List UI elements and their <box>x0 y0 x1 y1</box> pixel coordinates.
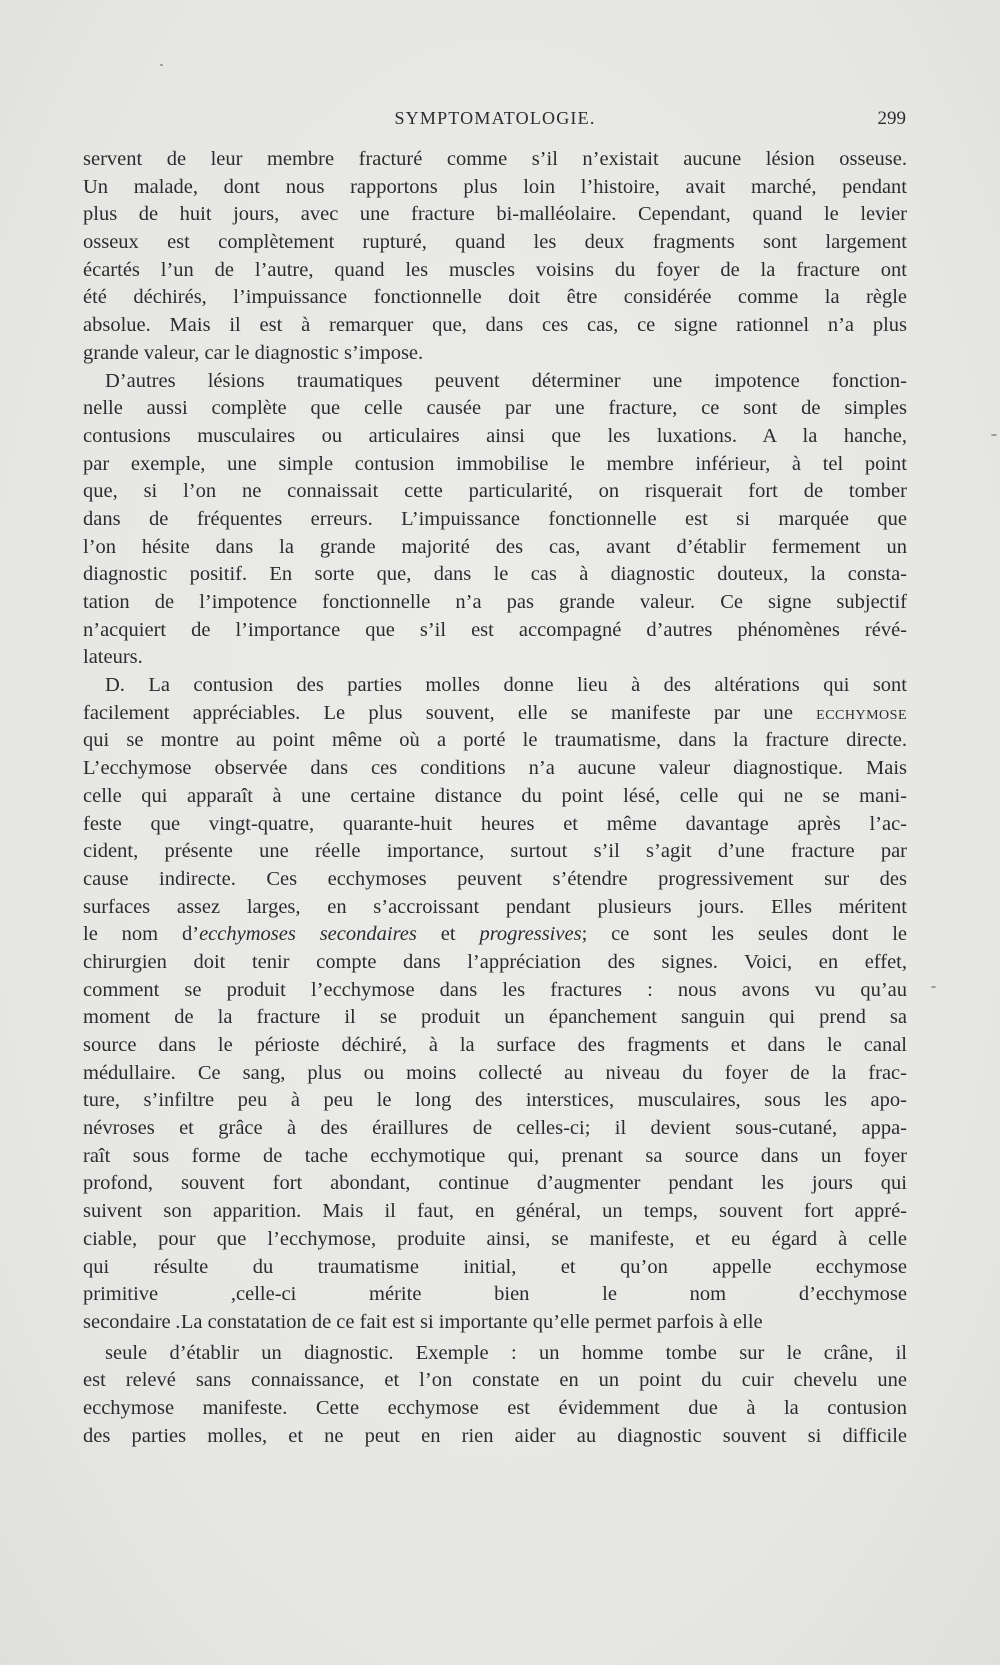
text-line: nelle aussi complète que celle causée par une fracture, ce sont de simples <box>83 397 907 420</box>
page-header <box>84 108 906 138</box>
text-line: L’ecchymose observée dans ces conditions n’a aucune valeur diagnostique. Mais <box>83 757 907 780</box>
text-line: raît sous forme de tache ecchymotique qui, prenant sa source dans un foyer <box>83 1144 907 1167</box>
italic-term: . <box>175 1310 181 1333</box>
paper-speck <box>160 64 163 66</box>
text-line: qui résulte du traumatisme initial, et qu’on appelle ecchymose <box>83 1255 907 1278</box>
text-line <box>83 1309 907 1337</box>
text-line: diagnostic positif. En sorte que, dans le cas à diagnostic douteux, la consta- <box>83 563 907 586</box>
text-line <box>83 1281 907 1309</box>
text-segment: secondaire <box>83 1310 171 1333</box>
text-line: des parties molles, et ne peut en rien aider au diagnostic souvent si difficile <box>83 1424 907 1447</box>
text-segment: le nom d’ <box>83 923 200 946</box>
small-caps-term: ecchymose <box>816 701 908 724</box>
text-line: celle qui apparaît à une certaine distance du point lésé, celle qui ne se mani- <box>83 784 907 807</box>
text-line: l’on hésite dans la grande majorité des cas, avant d’établir fermement un <box>83 535 907 558</box>
text-line: profond, souvent fort abondant, continue d’augmenter pendant les jours qui <box>83 1172 907 1195</box>
text-line: n’acquiert de l’importance que s’il est accompagné d’autres phénomènes révé- <box>83 618 907 641</box>
paper-speck <box>931 986 936 988</box>
page-number: 299 <box>877 108 906 129</box>
text-line: qui se montre au point même où a porté le traumatisme, dans la fracture directe. <box>83 729 907 752</box>
text-line <box>83 1450 907 1478</box>
text-line: surfaces assez larges, en s’accroissant pendant plusieurs jours. Elles méritent <box>83 895 907 918</box>
text-line: ciable, pour que l’ecchymose, produite ainsi, se manifeste, et eu égard à celle <box>83 1227 907 1250</box>
text-line: est relevé sans connaissance, et l’on constate en un point du cuir chevelu une <box>83 1369 907 1392</box>
body-text <box>83 146 907 1478</box>
text-line: médullaire. Ce sang, plus ou moins collecté au niveau du foyer de la frac- <box>83 1061 907 1084</box>
text-segment: primitive <box>83 1283 159 1306</box>
text-line: servent de leur membre fracturé comme s’il n’existait aucune lésion osseuse. <box>83 148 907 170</box>
text-line: feste que vingt-quatre, quarante-huit heures et même davantage après l’ac- <box>83 812 907 835</box>
italic-term: , <box>230 1283 237 1306</box>
text-segment: et <box>416 923 480 946</box>
text-segment: La constatation de ce fait est si importante qu’elle permet parfois à elle <box>180 1310 763 1333</box>
text-line: par exemple, une simple contusion immobilise le membre inférieur, à tel point <box>83 452 907 475</box>
text-line: que, si l’on ne connaissait cette particularité, on risquerait fort de tomber <box>83 480 907 503</box>
text-line: grande valeur, car le diagnostic s’impose. <box>83 341 424 364</box>
text-line <box>83 921 907 949</box>
text-line: cident, présente une réelle importance, surtout s’il s’agit d’une fracture par <box>83 840 907 863</box>
text-line: D’autres lésions traumatiques peuvent déterminer une impotence fonction- <box>105 369 907 392</box>
text-line: écartés l’un de l’autre, quand les muscles voisins du foyer de la fracture ont <box>83 258 907 281</box>
text-line: Un malade, dont nous rapportons plus loin l’histoire, avait marché, pendant <box>83 175 907 198</box>
italic-term: progressives <box>479 923 582 946</box>
text-segment: facilement appréciables. Le plus souvent, elle se manifeste par une <box>83 701 793 724</box>
text-line: source dans le périoste déchiré, à la surface des fragments et dans le canal <box>83 1034 907 1056</box>
text-line: suivent son apparition. Mais il faut, en général, un temps, souvent fort appré- <box>83 1200 907 1223</box>
running-title: SYMPTOMATOLOGIE. <box>394 108 596 128</box>
text-line: D. La contusion des parties molles donne lieu à des altérations qui sont <box>105 674 907 697</box>
text-segment: ; ce sont les seules dont le <box>581 923 907 946</box>
paper-speck <box>991 434 997 436</box>
text-line: lateurs. <box>83 646 143 669</box>
text-line: tation de l’impotence fonctionnelle n’a pas grande valeur. Ce signe subjectif <box>83 591 907 613</box>
text-line <box>83 700 907 728</box>
text-line: cause indirecte. Ces ecchymoses peuvent s’étendre progressivement sur des <box>83 867 907 890</box>
text-line: plus de huit jours, avec une fracture bi-malléolaire. Cependant, quand le levier <box>83 203 907 226</box>
text-line: ecchymose manifeste. Cette ecchymose est évidemment due à la contusion <box>83 1396 907 1419</box>
text-line: moment de la fracture il se produit un épanchement sanguin qui prend sa <box>83 1006 907 1029</box>
text-line: chirurgien doit tenir compte dans l’appréciation des signes. Voici, en effet, <box>83 950 907 973</box>
text-line: absolue. Mais il est à remarquer que, dans ces cas, ce signe rationnel n’a plus <box>83 314 907 337</box>
text-line: névroses et grâce à des éraillures de celles-ci; il devient sous-cutané, appa- <box>83 1117 907 1140</box>
text-segment: celle-ci mérite bien le nom d’ecchymose <box>236 1283 907 1306</box>
text-line: osseux est complètement rupturé, quand les deux fragments sont largement <box>83 231 907 254</box>
text-line: contusions musculaires ou articulaires ainsi que les luxations. A la hanche, <box>83 424 907 447</box>
text-line: comment se produit l’ecchymose dans les fractures : nous avons vu qu’au <box>83 978 907 1001</box>
text-line: été déchirés, l’impuissance fonctionnelle doit être considérée comme la règle <box>83 286 907 309</box>
text-line: dans de fréquentes erreurs. L’impuissance fonctionnelle est si marquée que <box>83 507 907 530</box>
text-line: ture, s’infiltre peu à peu le long des interstices, musculaires, sous les apo- <box>83 1089 907 1112</box>
text-line: seule d’établir un diagnostic. Exemple : un homme tombe sur le crâne, il <box>105 1341 907 1364</box>
italic-term: ecchymoses secondaires <box>199 923 417 946</box>
